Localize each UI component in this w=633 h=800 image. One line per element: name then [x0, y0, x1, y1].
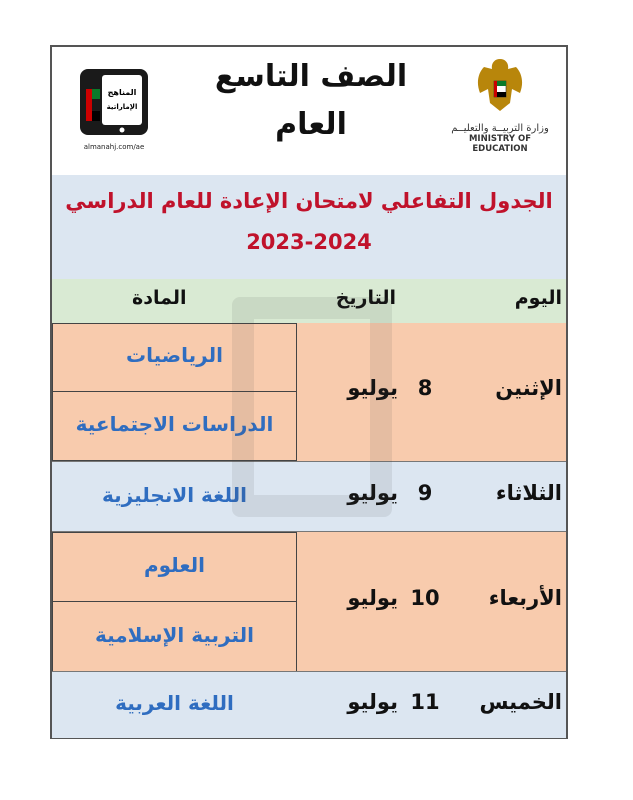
subject-cell: الرياضيات	[52, 323, 297, 392]
date-month: يوليو	[347, 376, 398, 400]
day-cell: الثلاثاء	[495, 481, 562, 505]
date-number: 10	[410, 586, 440, 610]
subject-cell: الدراسات الاجتماعية	[52, 391, 297, 461]
manahij-url: almanahj.com/ae	[83, 143, 145, 151]
tablet-logo-icon	[78, 67, 150, 137]
watermark-logo	[232, 297, 392, 517]
column-header-subject: المادة	[132, 287, 187, 309]
date-month: يوليو	[347, 586, 398, 610]
day-cell: الخميس	[479, 690, 562, 714]
manahij-logo-text: المناهج	[107, 88, 137, 97]
day-cell: الأربعاء	[488, 586, 562, 610]
day-cell: الإثنين	[495, 376, 562, 400]
subject-cell: العلوم	[52, 532, 297, 602]
manahij-logo	[74, 67, 154, 151]
date-month: يوليو	[347, 690, 398, 714]
date-month: يوليو	[347, 481, 398, 505]
ministry-name-ar: وزارة التربيــة والتعليــم	[451, 123, 549, 134]
table-row	[52, 671, 566, 738]
page-title-line1: الصف التاسع	[214, 59, 408, 94]
svg-text:الإماراتية: الإماراتية	[106, 103, 138, 111]
table-row	[52, 531, 566, 672]
page-title-line2: العام	[275, 107, 347, 142]
ministry-logo	[440, 55, 560, 154]
subject-cell: التربية الإسلامية	[52, 601, 297, 672]
subtitle-banner	[52, 175, 566, 281]
subtitle-year: 2023-2024	[246, 230, 372, 254]
header	[52, 47, 566, 177]
date-number: 9	[417, 481, 433, 505]
ministry-name-en: MINISTRY OF EDUCATION	[468, 134, 532, 154]
column-header-day: اليوم	[514, 287, 562, 309]
column-header-date: التاريخ	[335, 287, 396, 309]
subject-cell: اللغة العربية	[115, 691, 234, 715]
subject-cell: اللغة الانجليزية	[102, 483, 247, 507]
subtitle-line1: الجدول التفاعلي لامتحان الإعادة للعام الدراسي	[65, 189, 553, 213]
schedule-frame	[50, 45, 568, 739]
falcon-emblem-icon	[470, 55, 530, 117]
date-number: 8	[417, 376, 433, 400]
date-number: 11	[410, 690, 440, 714]
